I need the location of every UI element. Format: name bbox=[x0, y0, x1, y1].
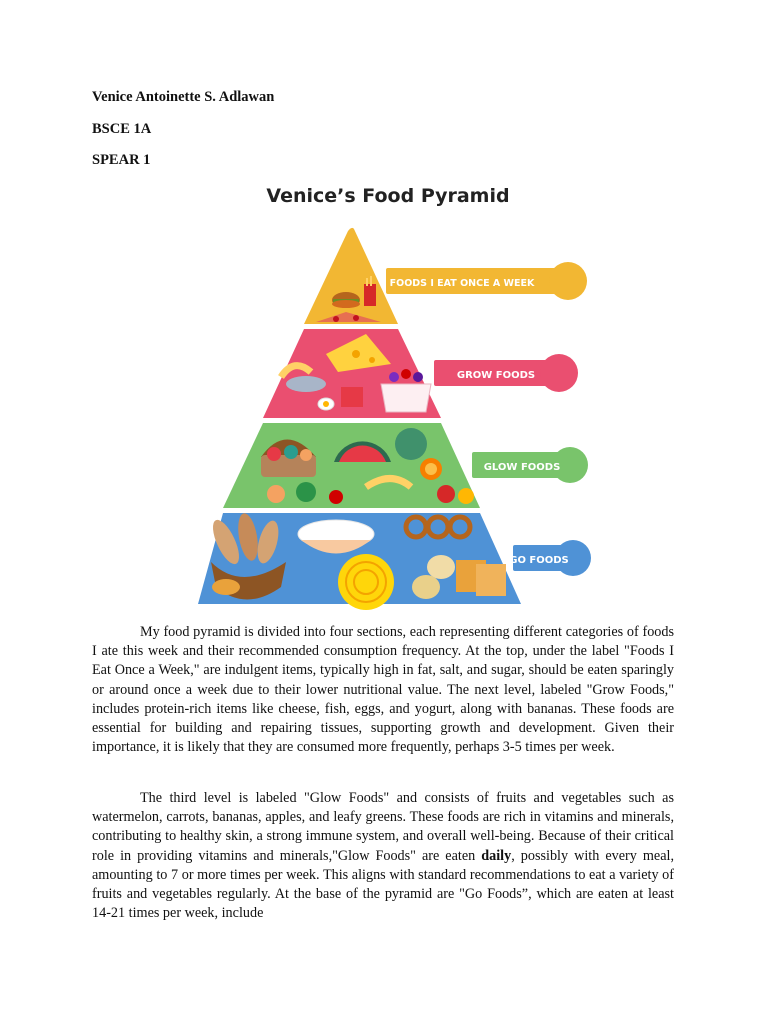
level-label-go-foods: GO FOODS bbox=[509, 555, 569, 566]
paragraph-1 bbox=[92, 623, 674, 757]
class-section: BSCE 1A bbox=[92, 121, 152, 137]
paragraph-2-text-b: , possibly with every meal, amounting to 7 or more times per week. This aligns with standard recommendations to eat a variety of fruits and vegetables regularly. At the base of the pyramid are "Go Foods”, which are eaten at least 14-21 times per week, include bbox=[92, 847, 674, 922]
author-name: Venice Antoinette S. Adlawan bbox=[92, 89, 275, 105]
pyramid-level-go-foods bbox=[198, 512, 591, 610]
pyramid-level-once-a-week bbox=[304, 228, 587, 324]
course-code: SPEAR 1 bbox=[92, 152, 151, 168]
level-label-glow-foods: GLOW FOODS bbox=[483, 462, 561, 473]
emphasis-daily: daily bbox=[481, 847, 512, 864]
level-label-grow-foods: GROW FOODS bbox=[456, 370, 536, 381]
paragraph-2-text-a: The third level is labeled "Glow Foods" and consists of fruits and vegetables such as watermelon, carrots, bananas, apples, and leafy greens. These foods are rich in vitamins and minerals, contributing to healthy skin, a strong immune system, and overall well-being. Because of their critical role in providing vitamins and minerals,"Glow Foods" are eaten bbox=[92, 790, 674, 864]
paragraph-1-text: My food pyramid is divided into four sections, each representing different categories of foods I ate this week and their recommended consumption frequency. At the top, under the label "Foods I Eat Once a Week," are indulgent items, typically high in fat, salt, and sugar, should be eaten sparingly or around once a week due to their lower nutritional value. The next level, labeled "Grow Foods," includes protein-rich items like cheese, fish, eggs, and yogurt, along with bananas. These foods are essential for building and repairing tissues, supporting growth and development. Given their importance, it is likely that they are consumed more frequently, perhaps 3-5 times per week. bbox=[92, 624, 674, 756]
pyramid-title: Venice’s Food Pyramid bbox=[266, 185, 510, 207]
pyramid-level-glow-foods bbox=[223, 423, 588, 508]
paragraph-2 bbox=[92, 789, 674, 923]
level-label-once-a-week: FOODS I EAT ONCE A WEEK bbox=[389, 278, 535, 289]
food-pyramid-figure bbox=[176, 172, 606, 620]
pyramid-level-grow-foods bbox=[263, 329, 578, 418]
